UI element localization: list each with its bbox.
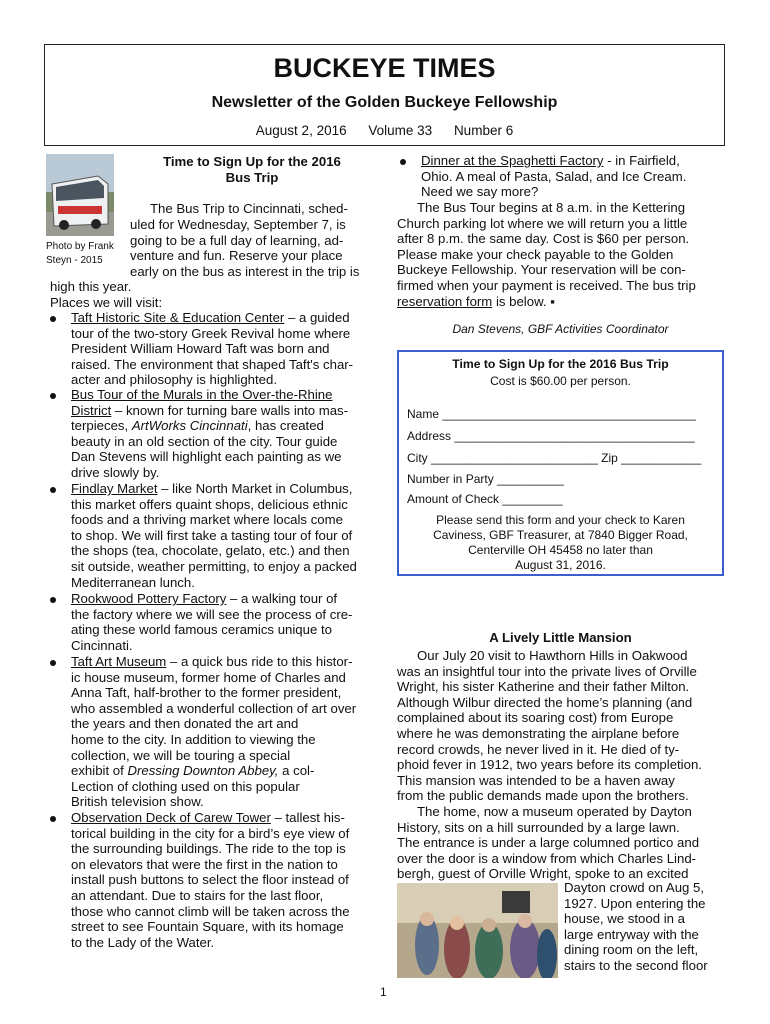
- list-item: [71, 481, 373, 590]
- text-line: the years and then donated the art and: [71, 716, 299, 732]
- text-line: the shops (tea, chocolate, gelato, etc.) and then: [71, 543, 350, 559]
- intro-text: [150, 201, 374, 217]
- text-line: going to be a full day of learning, ad-: [130, 232, 344, 248]
- list-item: [71, 654, 373, 810]
- party-count-field[interactable]: Number in Party __________: [407, 472, 564, 486]
- place-name: Bus Tour of the Murals in the Over-the-Rhine: [71, 387, 333, 402]
- bullet: [50, 393, 56, 399]
- heading-line: Time to Sign Up for the 2016: [163, 154, 341, 169]
- mansion-tour-photo: [397, 883, 558, 978]
- text-line: stairs to the second floor: [564, 957, 708, 973]
- text-line: acter and philosophy is highlighted.: [71, 372, 278, 388]
- text-span: – a walking tour of: [226, 591, 338, 606]
- issue-number: Number 6: [453, 123, 514, 138]
- text-line: torical building in the city for a bird’s eye view of: [71, 825, 350, 841]
- photo-caption: [46, 240, 122, 268]
- place-name: District: [71, 402, 112, 418]
- text-line: an attendant. Due to stairs for the last floor,: [71, 887, 324, 903]
- text-line: Lection of clothing used on this popular: [71, 778, 300, 794]
- text-span: - in Fairfield,: [603, 153, 680, 168]
- text-line: Dan Stevens will highlight each painting as we: [71, 449, 342, 465]
- bullet: [50, 660, 56, 666]
- heading-line: Bus Trip: [225, 169, 279, 185]
- text-line: on elevators that were the first in the nation to: [71, 856, 338, 872]
- mansion-article: [397, 648, 721, 882]
- bus-trip-heading: [130, 154, 374, 185]
- text-line: Church parking lot where we will return you a little: [397, 215, 688, 231]
- text-line: Places we will visit:: [50, 294, 163, 310]
- text-line: Caviness, GBF Treasurer, at 7840 Bigger Road,: [433, 528, 688, 542]
- text-line: phoid fever in 1912, two years before its completion.: [397, 757, 702, 773]
- text-line: house, we stood in a: [564, 911, 685, 927]
- text-line: British television show.: [71, 794, 204, 810]
- text-line: to shop. We will first take a tasting tour of four of: [71, 527, 353, 543]
- text-line: bergh, guest of Orville Wright, spoke to an excited: [397, 866, 689, 882]
- issue-info: [45, 123, 724, 139]
- issue-volume: Volume 33: [368, 123, 433, 138]
- city-zip-field[interactable]: City _________________________ Zip ____________: [407, 451, 702, 465]
- name-field[interactable]: Name ______________________________________: [407, 407, 696, 421]
- text-span: – known for turning bare walls into mas-: [111, 402, 349, 418]
- list-item: [71, 387, 373, 481]
- text-line: The home, now a museum operated by Dayton: [417, 803, 692, 819]
- text-line: Mediterranean lunch.: [71, 574, 195, 590]
- form-title: Time to Sign Up for the 2016 Bus Trip: [452, 357, 669, 371]
- text-line: The entrance is under a large columned portico and: [397, 835, 700, 851]
- list-item: [71, 591, 373, 653]
- text-line: from the public demands made upon the brothers.: [397, 788, 689, 804]
- text-line: high this year.: [50, 279, 132, 294]
- list-item: [71, 310, 373, 388]
- bullet: [50, 487, 56, 493]
- text-line: who assembled a wonderful collection of art over: [71, 700, 357, 716]
- text-line: Although Wilbur directed the home’s planning (and: [397, 694, 693, 710]
- text-line: those who cannot climb will be taken across the: [71, 903, 350, 919]
- place-name: Rookwood Pottery Factory: [71, 591, 227, 606]
- text-line: sit outside, weather permitting, to enjoy a packed: [71, 558, 357, 574]
- reservation-form-link[interactable]: reservation form: [397, 293, 493, 309]
- text-line: uled for Wednesday, September 7, is: [130, 217, 346, 232]
- page-number: 1: [380, 985, 387, 999]
- text-line: ic house museum, former home of Charles and: [71, 669, 346, 685]
- text-span: Dressing Downton Abbey,: [127, 763, 279, 779]
- text-line: President William Howard Taft was born and: [71, 341, 330, 357]
- text-span: terpieces,: [71, 418, 132, 434]
- text-line: to the Lady of the Water.: [71, 934, 215, 950]
- text-line: foods and a thriving market where locals come: [71, 512, 343, 528]
- text-span: – a quick bus ride to this histor-: [166, 654, 353, 669]
- newsletter-subtitle: Newsletter of the Golden Buckeye Fellowship: [211, 94, 558, 111]
- text-line: complained about its soaring cost) from Europe: [397, 710, 674, 726]
- text-line: drive slowly by.: [71, 464, 160, 480]
- text-span: exhibit of: [71, 763, 128, 779]
- bus-trip-closing: [397, 200, 721, 309]
- text-span: ArtWorks Cincinnati: [131, 418, 248, 434]
- text-line: install push buttons to select the floor instead of: [71, 872, 349, 888]
- bullet: [50, 316, 56, 322]
- masthead: [44, 44, 725, 146]
- bullet: [50, 597, 56, 603]
- text-line: Cincinnati.: [71, 637, 133, 653]
- caption-line: Steyn - 2015: [46, 255, 103, 266]
- address-field[interactable]: Address ____________________________________: [407, 429, 695, 443]
- form-instructions: [399, 513, 722, 573]
- text-span: – tallest his-: [270, 810, 345, 825]
- text-line: Dayton crowd on Aug 5,: [564, 880, 705, 895]
- text-span: a col-: [278, 763, 315, 779]
- text-line: Buckeye Fellowship. Your reservation will be con-: [397, 262, 686, 278]
- bullet: [50, 816, 56, 822]
- text-line: collection, we will be touring a special: [71, 747, 291, 763]
- place-name: Taft Historic Site & Education Center: [71, 310, 285, 325]
- newsletter-title: BUCKEYE TIMES: [273, 53, 496, 83]
- text-line: dining room on the left,: [564, 942, 699, 958]
- text-line: 1927. Upon entering the: [564, 895, 706, 911]
- list-item: [421, 153, 721, 200]
- issue-date: August 2, 2016: [255, 123, 347, 138]
- text-line: tour of the two-story Greek Revival home where: [71, 325, 351, 341]
- place-name: Taft Art Museum: [71, 654, 167, 669]
- text-line: Ohio. A meal of Pasta, Salad, and Ice Cream.: [421, 168, 687, 184]
- text-line: firmed when your payment is received. The bus trip: [397, 277, 696, 293]
- mansion-heading: A Lively Little Mansion: [489, 630, 632, 645]
- bus-photo: [46, 154, 114, 236]
- mansion-article-wrap: [564, 880, 721, 974]
- place-name: Dinner at the Spaghetti Factory: [421, 153, 604, 168]
- text-line: Need we say more?: [421, 184, 539, 200]
- place-name: Findlay Market: [71, 481, 158, 496]
- text-line: beauty in an old section of the city. Tour guide: [71, 433, 338, 449]
- text-line: the factory where we will see the process of cre-: [71, 606, 353, 622]
- list-item: [71, 810, 373, 950]
- text-line: The Bus Tour begins at 8 a.m. in the Kettering: [417, 200, 686, 215]
- text-span: – a guided: [284, 310, 350, 325]
- text-line: over the door is a window from which Charles Lind-: [397, 850, 697, 866]
- text-line: raised. The environment that shaped Taft's char-: [71, 356, 354, 372]
- form-cost: Cost is $60.00 per person.: [490, 374, 631, 388]
- place-name: Observation Deck of Carew Tower: [71, 810, 271, 825]
- text-line: August 31, 2016.: [515, 558, 606, 572]
- text-line: this market offers quaint shops, delicious ethnic: [71, 496, 348, 512]
- text-line: home to the city. In addition to viewing the: [71, 731, 316, 747]
- text-span: – like North Market in Columbus,: [157, 481, 353, 496]
- registration-form: [397, 350, 724, 576]
- text-line: large entryway with the: [564, 926, 699, 942]
- text-line: the surrounding buildings. The ride to the top is: [71, 841, 346, 857]
- text-span: is below. ▪: [492, 293, 555, 309]
- text-line: was an insightful tour into the private lives of Orville: [397, 663, 697, 679]
- text-line: venture and fun. Reserve your place: [130, 248, 343, 264]
- text-line: Wright, his sister Katherine and their father Milton.: [397, 679, 690, 695]
- text-line: early on the bus as interest in the trip is: [130, 263, 360, 279]
- text-line: Please send this form and your check to Karen: [436, 513, 685, 527]
- caption-line: Photo by Frank: [46, 241, 114, 252]
- check-amount-field[interactable]: Amount of Check _________: [407, 492, 563, 506]
- text-line: History, sits on a hill surrounded by a large lawn.: [397, 819, 680, 835]
- text-line: This mansion was intended to be a haven away: [397, 772, 675, 788]
- intro-text: [50, 279, 162, 310]
- text-line: record crowds, he never lived in it. He died of ty-: [397, 741, 680, 757]
- text-span: , has created: [247, 418, 324, 434]
- text-line: street to see Fountain Square, with its homage: [71, 919, 344, 935]
- text-line: ating these world famous ceramics unique to: [71, 622, 332, 638]
- text-line: Our July 20 visit to Hawthorn Hills in Oakwood: [417, 648, 688, 663]
- text-line: where he was demonstrating the airplane before: [397, 725, 680, 741]
- text-line: Anna Taft, half-brother to the former president,: [71, 685, 342, 701]
- text-line: after 8 p.m. the same day. Cost is $60 per person.: [397, 231, 690, 247]
- signature: Dan Stevens, GBF Activities Coordinator: [452, 322, 669, 336]
- text-line: Centerville OH 45458 no later than: [468, 543, 653, 557]
- text-line: The Bus Trip to Cincinnati, sched-: [150, 201, 348, 216]
- intro-text: [130, 217, 374, 279]
- text-line: Please make your check payable to the Golden: [397, 246, 674, 262]
- bullet: [400, 159, 406, 165]
